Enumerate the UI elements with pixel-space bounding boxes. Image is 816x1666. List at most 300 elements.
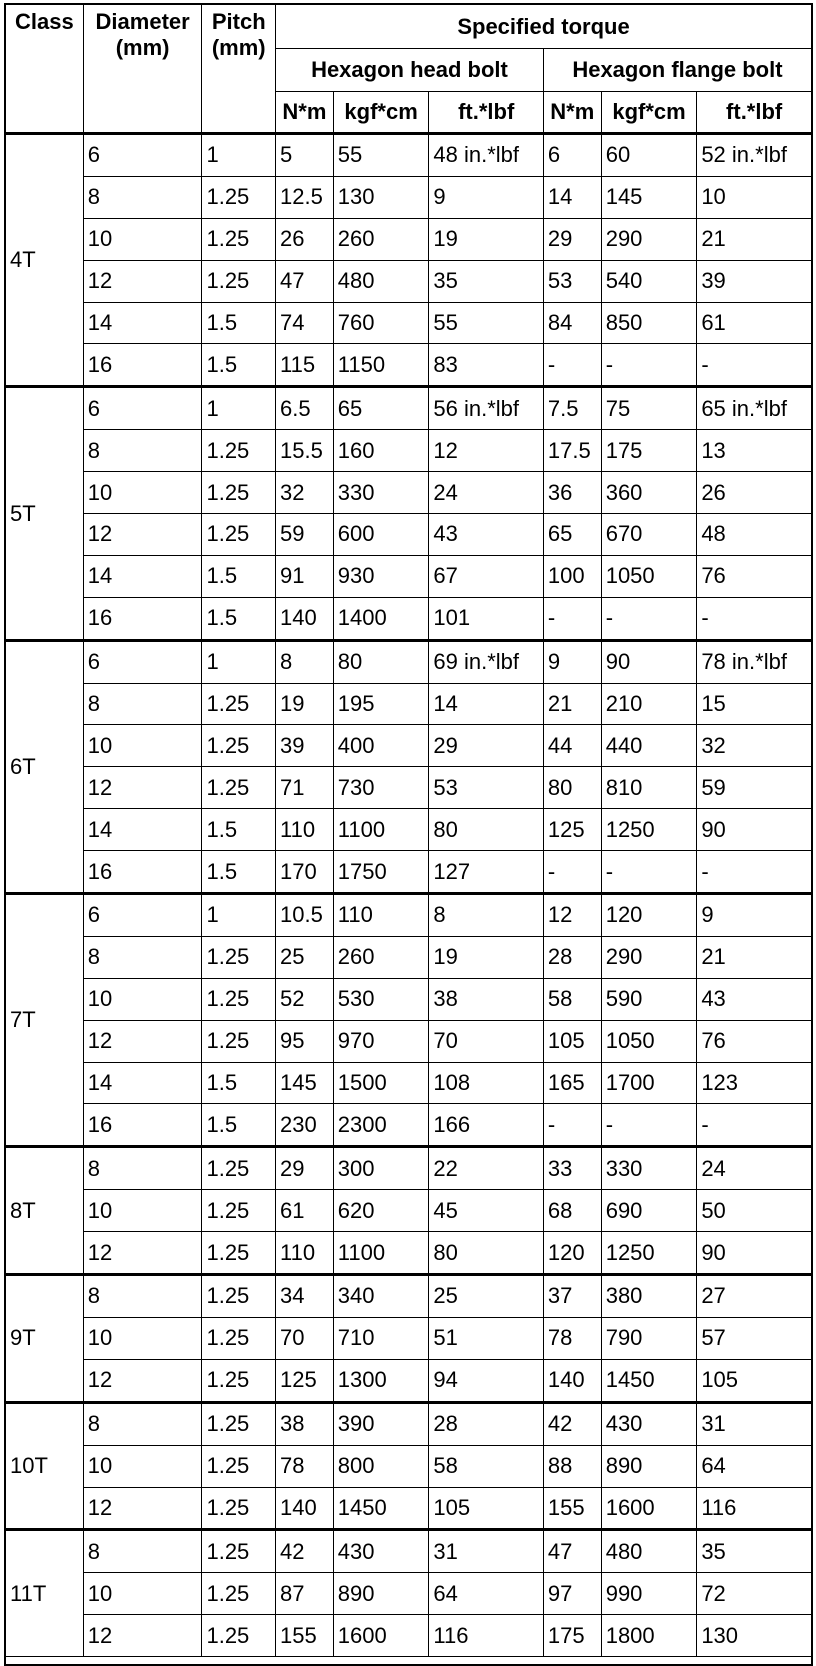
head-kgfcm-cell: 1600: [333, 1615, 429, 1657]
header-hexagon-head-bolt: Hexagon head bolt: [276, 49, 544, 92]
flange-ftlbf-cell: 123: [697, 1062, 812, 1104]
pitch-cell: 1.25: [202, 936, 276, 978]
flange-nm-cell: 7.5: [543, 387, 601, 430]
flange-kgfcm-cell: 210: [601, 683, 697, 725]
header-hexagon-flange-bolt: Hexagon flange bolt: [543, 49, 811, 92]
head-nm-cell: 125: [276, 1359, 334, 1402]
head-ftlbf-cell: 70: [429, 1020, 544, 1062]
flange-ftlbf-cell: 52 in.*lbf: [697, 134, 812, 177]
diameter-cell: 12: [83, 514, 202, 556]
table-row: [6, 1615, 812, 1657]
table-row: [6, 176, 812, 218]
diameter-cell: 6: [83, 640, 202, 683]
flange-ftlbf-cell: 76: [697, 555, 812, 597]
head-nm-cell: 145: [276, 1062, 334, 1104]
head-kgfcm-cell: 260: [333, 936, 429, 978]
flange-kgfcm-cell: 810: [601, 767, 697, 809]
diameter-cell: 16: [83, 851, 202, 894]
head-kgfcm-cell: 600: [333, 514, 429, 556]
head-ftlbf-cell: 9: [429, 176, 544, 218]
header-unit-ftlbf: ft.*lbf: [697, 92, 812, 134]
diameter-cell: 12: [83, 1020, 202, 1062]
pitch-cell: 1.25: [202, 1615, 276, 1657]
head-nm-cell: 52: [276, 978, 334, 1020]
head-ftlbf-cell: 8: [429, 894, 544, 937]
head-nm-cell: 38: [276, 1402, 334, 1445]
table-row: [6, 1402, 812, 1445]
head-kgfcm-cell: 1450: [333, 1487, 429, 1530]
diameter-cell: 12: [83, 1615, 202, 1657]
flange-kgfcm-cell: 670: [601, 514, 697, 556]
flange-ftlbf-cell: 64: [697, 1445, 812, 1487]
pitch-cell: 1.25: [202, 1487, 276, 1530]
table-row: [6, 767, 812, 809]
table-row: [6, 725, 812, 767]
pitch-cell: 1.5: [202, 555, 276, 597]
diameter-cell: 6: [83, 134, 202, 177]
head-ftlbf-cell: 31: [429, 1530, 544, 1573]
flange-ftlbf-cell: 13: [697, 430, 812, 472]
table-row: [6, 1487, 812, 1530]
flange-nm-cell: 6: [543, 134, 601, 177]
diameter-cell: 10: [83, 1445, 202, 1487]
head-kgfcm-cell: 930: [333, 555, 429, 597]
table-row: [6, 430, 812, 472]
flange-nm-cell: 44: [543, 725, 601, 767]
head-ftlbf-cell: 28: [429, 1402, 544, 1445]
flange-nm-cell: 33: [543, 1147, 601, 1190]
head-ftlbf-cell: 53: [429, 767, 544, 809]
head-nm-cell: 110: [276, 1232, 334, 1275]
flange-kgfcm-cell: 60: [601, 134, 697, 177]
head-ftlbf-cell: 51: [429, 1317, 544, 1359]
class-cell: 11T: [6, 1530, 84, 1657]
head-ftlbf-cell: 69 in.*lbf: [429, 640, 544, 683]
diameter-cell: 14: [83, 302, 202, 344]
flange-kgfcm-cell: 590: [601, 978, 697, 1020]
head-kgfcm-cell: 55: [333, 134, 429, 177]
flange-nm-cell: 36: [543, 472, 601, 514]
head-nm-cell: 230: [276, 1104, 334, 1147]
diameter-cell: 12: [83, 1359, 202, 1402]
table-body: [6, 134, 812, 1657]
table-row: [6, 1190, 812, 1232]
head-kgfcm-cell: 1100: [333, 809, 429, 851]
flange-kgfcm-cell: 1250: [601, 809, 697, 851]
flange-nm-cell: 42: [543, 1402, 601, 1445]
head-nm-cell: 32: [276, 472, 334, 514]
header-unit-nm: N*m: [543, 92, 601, 134]
head-ftlbf-cell: 101: [429, 597, 544, 640]
flange-nm-cell: 78: [543, 1317, 601, 1359]
head-ftlbf-cell: 56 in.*lbf: [429, 387, 544, 430]
flange-kgfcm-cell: -: [601, 851, 697, 894]
head-kgfcm-cell: 1750: [333, 851, 429, 894]
diameter-cell: 12: [83, 260, 202, 302]
head-kgfcm-cell: 760: [333, 302, 429, 344]
head-nm-cell: 95: [276, 1020, 334, 1062]
head-kgfcm-cell: 400: [333, 725, 429, 767]
table-row: [6, 809, 812, 851]
diameter-cell: 14: [83, 555, 202, 597]
table-row: [6, 978, 812, 1020]
flange-nm-cell: 155: [543, 1487, 601, 1530]
head-kgfcm-cell: 110: [333, 894, 429, 937]
flange-kgfcm-cell: 360: [601, 472, 697, 514]
table-header: [6, 5, 812, 134]
flange-ftlbf-cell: 15: [697, 683, 812, 725]
head-nm-cell: 19: [276, 683, 334, 725]
flange-nm-cell: 14: [543, 176, 601, 218]
header-unit-kgfcm: kgf*cm: [333, 92, 429, 134]
flange-nm-cell: 120: [543, 1232, 601, 1275]
head-nm-cell: 91: [276, 555, 334, 597]
flange-ftlbf-cell: -: [697, 851, 812, 894]
pitch-cell: 1.25: [202, 1020, 276, 1062]
head-kgfcm-cell: 1100: [333, 1232, 429, 1275]
head-ftlbf-cell: 48 in.*lbf: [429, 134, 544, 177]
pitch-cell: 1.5: [202, 597, 276, 640]
head-nm-cell: 10.5: [276, 894, 334, 937]
table-row: [6, 472, 812, 514]
pitch-cell: 1.25: [202, 1147, 276, 1190]
flange-nm-cell: -: [543, 1104, 601, 1147]
flange-kgfcm-cell: 690: [601, 1190, 697, 1232]
pitch-cell: 1: [202, 640, 276, 683]
flange-ftlbf-cell: 57: [697, 1317, 812, 1359]
head-ftlbf-cell: 64: [429, 1573, 544, 1615]
flange-ftlbf-cell: 27: [697, 1275, 812, 1318]
head-kgfcm-cell: 480: [333, 260, 429, 302]
head-kgfcm-cell: 130: [333, 176, 429, 218]
head-nm-cell: 140: [276, 597, 334, 640]
flange-kgfcm-cell: 145: [601, 176, 697, 218]
flange-nm-cell: -: [543, 597, 601, 640]
flange-ftlbf-cell: 9: [697, 894, 812, 937]
head-nm-cell: 39: [276, 725, 334, 767]
diameter-cell: 10: [83, 978, 202, 1020]
table-row: [6, 260, 812, 302]
flange-nm-cell: 9: [543, 640, 601, 683]
head-kgfcm-cell: 1400: [333, 597, 429, 640]
pitch-cell: 1.5: [202, 302, 276, 344]
head-kgfcm-cell: 2300: [333, 1104, 429, 1147]
head-nm-cell: 34: [276, 1275, 334, 1318]
head-ftlbf-cell: 67: [429, 555, 544, 597]
table-row: [6, 1275, 812, 1318]
table-row: [6, 894, 812, 937]
flange-kgfcm-cell: 1700: [601, 1062, 697, 1104]
head-nm-cell: 155: [276, 1615, 334, 1657]
table-row: [6, 640, 812, 683]
flange-ftlbf-cell: 78 in.*lbf: [697, 640, 812, 683]
head-kgfcm-cell: 80: [333, 640, 429, 683]
head-ftlbf-cell: 80: [429, 1232, 544, 1275]
table-row: [6, 936, 812, 978]
diameter-cell: 16: [83, 1104, 202, 1147]
flange-ftlbf-cell: 130: [697, 1615, 812, 1657]
pitch-cell: 1.25: [202, 514, 276, 556]
pitch-cell: 1.25: [202, 683, 276, 725]
flange-kgfcm-cell: 430: [601, 1402, 697, 1445]
flange-kgfcm-cell: 1600: [601, 1487, 697, 1530]
pitch-cell: 1.5: [202, 809, 276, 851]
pitch-cell: 1.5: [202, 344, 276, 387]
head-ftlbf-cell: 29: [429, 725, 544, 767]
pitch-cell: 1.25: [202, 260, 276, 302]
head-kgfcm-cell: 195: [333, 683, 429, 725]
flange-kgfcm-cell: -: [601, 1104, 697, 1147]
flange-nm-cell: 175: [543, 1615, 601, 1657]
class-cell: 10T: [6, 1402, 84, 1530]
header-specified-torque: Specified torque: [276, 5, 812, 49]
pitch-cell: 1.25: [202, 472, 276, 514]
header-unit-ftlbf: ft.*lbf: [429, 92, 544, 134]
head-kgfcm-cell: 330: [333, 472, 429, 514]
head-nm-cell: 12.5: [276, 176, 334, 218]
head-ftlbf-cell: 38: [429, 978, 544, 1020]
pitch-cell: 1: [202, 387, 276, 430]
diameter-cell: 8: [83, 430, 202, 472]
table-row: [6, 514, 812, 556]
flange-kgfcm-cell: 540: [601, 260, 697, 302]
head-nm-cell: 47: [276, 260, 334, 302]
pitch-cell: 1.25: [202, 430, 276, 472]
flange-ftlbf-cell: 65 in.*lbf: [697, 387, 812, 430]
flange-kgfcm-cell: 290: [601, 218, 697, 260]
pitch-cell: 1.25: [202, 1275, 276, 1318]
flange-ftlbf-cell: 21: [697, 218, 812, 260]
flange-kgfcm-cell: 1450: [601, 1359, 697, 1402]
diameter-cell: 12: [83, 1487, 202, 1530]
flange-kgfcm-cell: 90: [601, 640, 697, 683]
head-ftlbf-cell: 94: [429, 1359, 544, 1402]
table-row: [6, 1573, 812, 1615]
head-ftlbf-cell: 83: [429, 344, 544, 387]
head-nm-cell: 6.5: [276, 387, 334, 430]
header-diameter: Diameter (mm): [83, 5, 202, 134]
flange-nm-cell: 140: [543, 1359, 601, 1402]
flange-kgfcm-cell: 175: [601, 430, 697, 472]
flange-kgfcm-cell: 480: [601, 1530, 697, 1573]
pitch-cell: 1.25: [202, 1190, 276, 1232]
head-ftlbf-cell: 22: [429, 1147, 544, 1190]
class-cell: 8T: [6, 1147, 84, 1275]
flange-ftlbf-cell: 72: [697, 1573, 812, 1615]
diameter-cell: 8: [83, 936, 202, 978]
head-ftlbf-cell: 105: [429, 1487, 544, 1530]
head-kgfcm-cell: 730: [333, 767, 429, 809]
diameter-cell: 14: [83, 1062, 202, 1104]
head-ftlbf-cell: 35: [429, 260, 544, 302]
head-nm-cell: 15.5: [276, 430, 334, 472]
flange-nm-cell: 105: [543, 1020, 601, 1062]
head-ftlbf-cell: 108: [429, 1062, 544, 1104]
pitch-cell: 1.5: [202, 1062, 276, 1104]
head-ftlbf-cell: 45: [429, 1190, 544, 1232]
flange-ftlbf-cell: 48: [697, 514, 812, 556]
flange-ftlbf-cell: 32: [697, 725, 812, 767]
diameter-cell: 16: [83, 597, 202, 640]
flange-ftlbf-cell: -: [697, 597, 812, 640]
diameter-cell: 10: [83, 1190, 202, 1232]
flange-nm-cell: 21: [543, 683, 601, 725]
head-kgfcm-cell: 340: [333, 1275, 429, 1318]
diameter-cell: 8: [83, 1147, 202, 1190]
diameter-cell: 12: [83, 767, 202, 809]
flange-ftlbf-cell: 50: [697, 1190, 812, 1232]
head-ftlbf-cell: 116: [429, 1615, 544, 1657]
diameter-cell: 6: [83, 894, 202, 937]
flange-nm-cell: 58: [543, 978, 601, 1020]
table-row: [6, 387, 812, 430]
class-cell: 4T: [6, 134, 84, 387]
flange-ftlbf-cell: 61: [697, 302, 812, 344]
flange-kgfcm-cell: 120: [601, 894, 697, 937]
table-row: [6, 344, 812, 387]
header-unit-nm: N*m: [276, 92, 334, 134]
diameter-cell: 10: [83, 1573, 202, 1615]
head-kgfcm-cell: 300: [333, 1147, 429, 1190]
head-nm-cell: 74: [276, 302, 334, 344]
flange-nm-cell: 12: [543, 894, 601, 937]
pitch-cell: 1.25: [202, 725, 276, 767]
diameter-cell: 8: [83, 1530, 202, 1573]
pitch-cell: 1.5: [202, 1104, 276, 1147]
table-row: [6, 1445, 812, 1487]
head-ftlbf-cell: 127: [429, 851, 544, 894]
table-row: [6, 302, 812, 344]
head-kgfcm-cell: 800: [333, 1445, 429, 1487]
diameter-cell: 8: [83, 683, 202, 725]
table-row: [6, 1062, 812, 1104]
pitch-cell: 1.25: [202, 218, 276, 260]
torque-specification-table: [5, 4, 812, 1657]
flange-nm-cell: 47: [543, 1530, 601, 1573]
flange-ftlbf-cell: 116: [697, 1487, 812, 1530]
flange-kgfcm-cell: 1250: [601, 1232, 697, 1275]
flange-nm-cell: -: [543, 344, 601, 387]
table-row: [6, 1530, 812, 1573]
table-row: [6, 1232, 812, 1275]
header-pitch: Pitch (mm): [202, 5, 276, 134]
pitch-cell: 1.25: [202, 1359, 276, 1402]
flange-kgfcm-cell: 75: [601, 387, 697, 430]
diameter-cell: 14: [83, 809, 202, 851]
class-cell: 5T: [6, 387, 84, 640]
head-nm-cell: 5: [276, 134, 334, 177]
flange-nm-cell: 125: [543, 809, 601, 851]
flange-ftlbf-cell: 90: [697, 1232, 812, 1275]
head-nm-cell: 25: [276, 936, 334, 978]
head-ftlbf-cell: 14: [429, 683, 544, 725]
head-nm-cell: 110: [276, 809, 334, 851]
flange-kgfcm-cell: 380: [601, 1275, 697, 1318]
flange-nm-cell: 165: [543, 1062, 601, 1104]
head-kgfcm-cell: 1150: [333, 344, 429, 387]
head-nm-cell: 87: [276, 1573, 334, 1615]
head-kgfcm-cell: 1300: [333, 1359, 429, 1402]
head-kgfcm-cell: 970: [333, 1020, 429, 1062]
head-ftlbf-cell: 19: [429, 936, 544, 978]
flange-ftlbf-cell: -: [697, 1104, 812, 1147]
head-nm-cell: 71: [276, 767, 334, 809]
flange-nm-cell: 84: [543, 302, 601, 344]
head-ftlbf-cell: 43: [429, 514, 544, 556]
flange-ftlbf-cell: 24: [697, 1147, 812, 1190]
head-kgfcm-cell: 890: [333, 1573, 429, 1615]
flange-nm-cell: 17.5: [543, 430, 601, 472]
flange-ftlbf-cell: 26: [697, 472, 812, 514]
head-nm-cell: 59: [276, 514, 334, 556]
head-ftlbf-cell: 166: [429, 1104, 544, 1147]
diameter-cell: 6: [83, 387, 202, 430]
diameter-cell: 10: [83, 1317, 202, 1359]
head-nm-cell: 8: [276, 640, 334, 683]
flange-nm-cell: 80: [543, 767, 601, 809]
head-kgfcm-cell: 620: [333, 1190, 429, 1232]
flange-ftlbf-cell: 90: [697, 809, 812, 851]
pitch-cell: 1.25: [202, 176, 276, 218]
diameter-cell: 10: [83, 218, 202, 260]
flange-ftlbf-cell: -: [697, 344, 812, 387]
table-row: [6, 597, 812, 640]
table-row: [6, 1359, 812, 1402]
head-nm-cell: 61: [276, 1190, 334, 1232]
head-ftlbf-cell: 55: [429, 302, 544, 344]
table-row: [6, 683, 812, 725]
pitch-cell: 1.25: [202, 978, 276, 1020]
flange-kgfcm-cell: 1050: [601, 1020, 697, 1062]
table-row: [6, 1104, 812, 1147]
head-kgfcm-cell: 260: [333, 218, 429, 260]
head-kgfcm-cell: 390: [333, 1402, 429, 1445]
flange-nm-cell: -: [543, 851, 601, 894]
flange-kgfcm-cell: 440: [601, 725, 697, 767]
pitch-cell: 1.25: [202, 767, 276, 809]
pitch-cell: 1.25: [202, 1573, 276, 1615]
head-kgfcm-cell: 430: [333, 1530, 429, 1573]
head-nm-cell: 70: [276, 1317, 334, 1359]
head-nm-cell: 78: [276, 1445, 334, 1487]
diameter-cell: 10: [83, 725, 202, 767]
head-kgfcm-cell: 65: [333, 387, 429, 430]
head-nm-cell: 170: [276, 851, 334, 894]
head-nm-cell: 140: [276, 1487, 334, 1530]
flange-nm-cell: 65: [543, 514, 601, 556]
pitch-cell: 1.25: [202, 1232, 276, 1275]
flange-kgfcm-cell: 1800: [601, 1615, 697, 1657]
head-nm-cell: 29: [276, 1147, 334, 1190]
flange-nm-cell: 29: [543, 218, 601, 260]
head-kgfcm-cell: 1500: [333, 1062, 429, 1104]
pitch-cell: 1.25: [202, 1317, 276, 1359]
table-row: [6, 555, 812, 597]
head-kgfcm-cell: 530: [333, 978, 429, 1020]
head-ftlbf-cell: 12: [429, 430, 544, 472]
flange-kgfcm-cell: 790: [601, 1317, 697, 1359]
flange-kgfcm-cell: 890: [601, 1445, 697, 1487]
flange-ftlbf-cell: 105: [697, 1359, 812, 1402]
flange-kgfcm-cell: -: [601, 597, 697, 640]
class-cell: 6T: [6, 640, 84, 893]
diameter-cell: 8: [83, 1275, 202, 1318]
flange-kgfcm-cell: 330: [601, 1147, 697, 1190]
class-cell: 7T: [6, 894, 84, 1147]
flange-ftlbf-cell: 31: [697, 1402, 812, 1445]
head-ftlbf-cell: 24: [429, 472, 544, 514]
header-unit-kgfcm: kgf*cm: [601, 92, 697, 134]
